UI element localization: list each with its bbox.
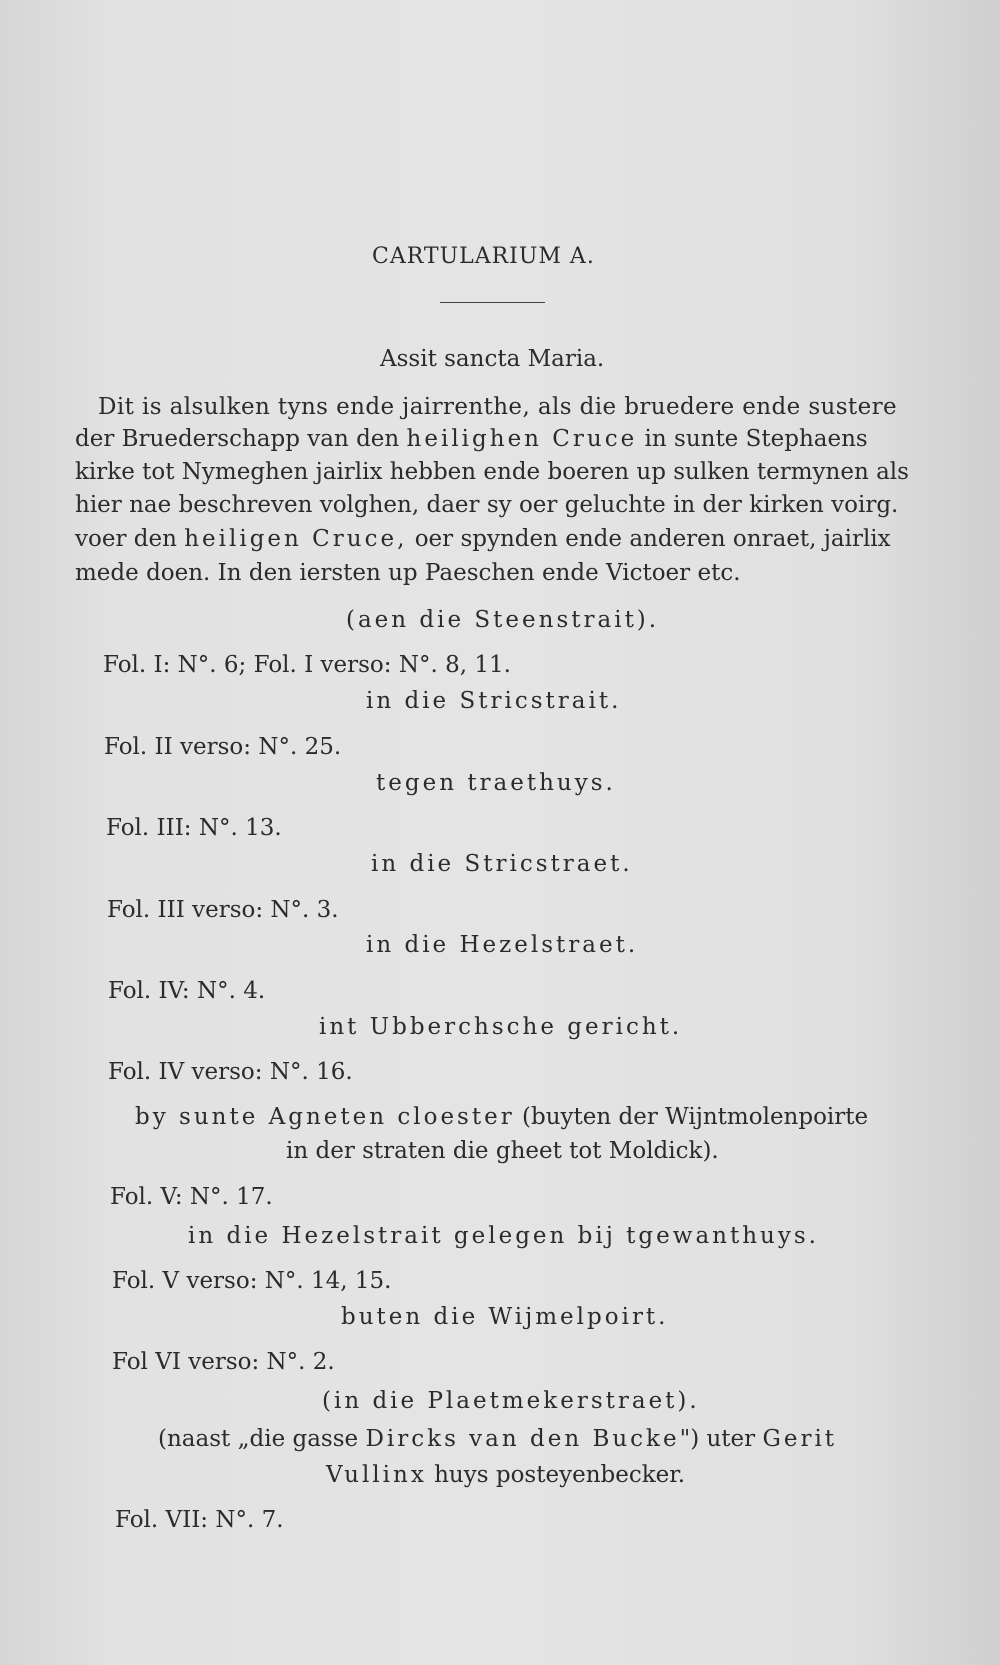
invocation: Assit sancta Maria. [380,346,605,372]
location-line: in die Stricstrait. [366,688,622,714]
folio-line: Fol. VII: N°. 7. [115,1507,284,1533]
folio-line: Fol. III: N°. 13. [106,815,282,841]
page-title: CARTULARIUM A. [372,244,595,269]
folio-line: Fol. III verso: N°. 3. [107,897,339,923]
location-line: in die Hezelstraet. [366,932,639,958]
location-line: by sunte Agneten cloester (buyten der Wijntmolenpoirte [135,1104,869,1130]
para-line-2: der Bruederschapp van den heilighen Cruce in sunte Stephaens [75,426,868,452]
folio-line: Fol. IV verso: N°. 16. [108,1059,353,1085]
folio-line: Fol. V: N°. 17. [110,1184,273,1210]
folio-line: Fol. II verso: N°. 25. [104,734,342,760]
location-line-cont: in der straten die gheet tot Moldick). [286,1138,719,1164]
para-line-3: kirke tot Nymeghen jairlix hebben ende boeren up sulken termynen als [75,459,909,485]
location-line: in die Hezelstrait gelegen bij tgewanthuys. [188,1223,819,1249]
para-line-4: hier nae beschreven volghen, daer sy oer geluchte in der kirken voirg. [75,492,899,518]
para-line-5: voer den heiligen Cruce, oer spynden ende anderen onraet, jairlix [75,526,891,552]
para-line-1: Dit is alsulken tyns ende jairrenthe, als die bruedere ende sustere [98,394,897,420]
folio-line: Fol VI verso: N°. 2. [112,1349,335,1375]
title-divider [440,302,545,303]
para-line-6: mede doen. In den iersten up Paeschen ende Victoer etc. [75,560,741,586]
location-line: (in die Plaetmekerstraet). [322,1388,700,1414]
location-line: int Ubberchsche gericht. [319,1014,683,1040]
location-line: in die Stricstraet. [371,851,633,877]
folio-line: Fol. I: N°. 6; Fol. I verso: N°. 8, 11. [103,652,511,678]
location-line: buten die Wijmelpoirt. [341,1304,669,1330]
location-line: tegen traethuys. [376,770,616,796]
folio-line: Fol. IV: N°. 4. [108,978,266,1004]
location-line-cont: (naast „die gasse Dircks van den Bucke") uter Gerit [158,1426,838,1452]
folio-line: Fol. V verso: N°. 14, 15. [112,1268,392,1294]
location-line-cont: Vullinx huys posteyenbecker. [326,1462,686,1488]
location-line: (aen die Steenstrait). [346,607,660,633]
